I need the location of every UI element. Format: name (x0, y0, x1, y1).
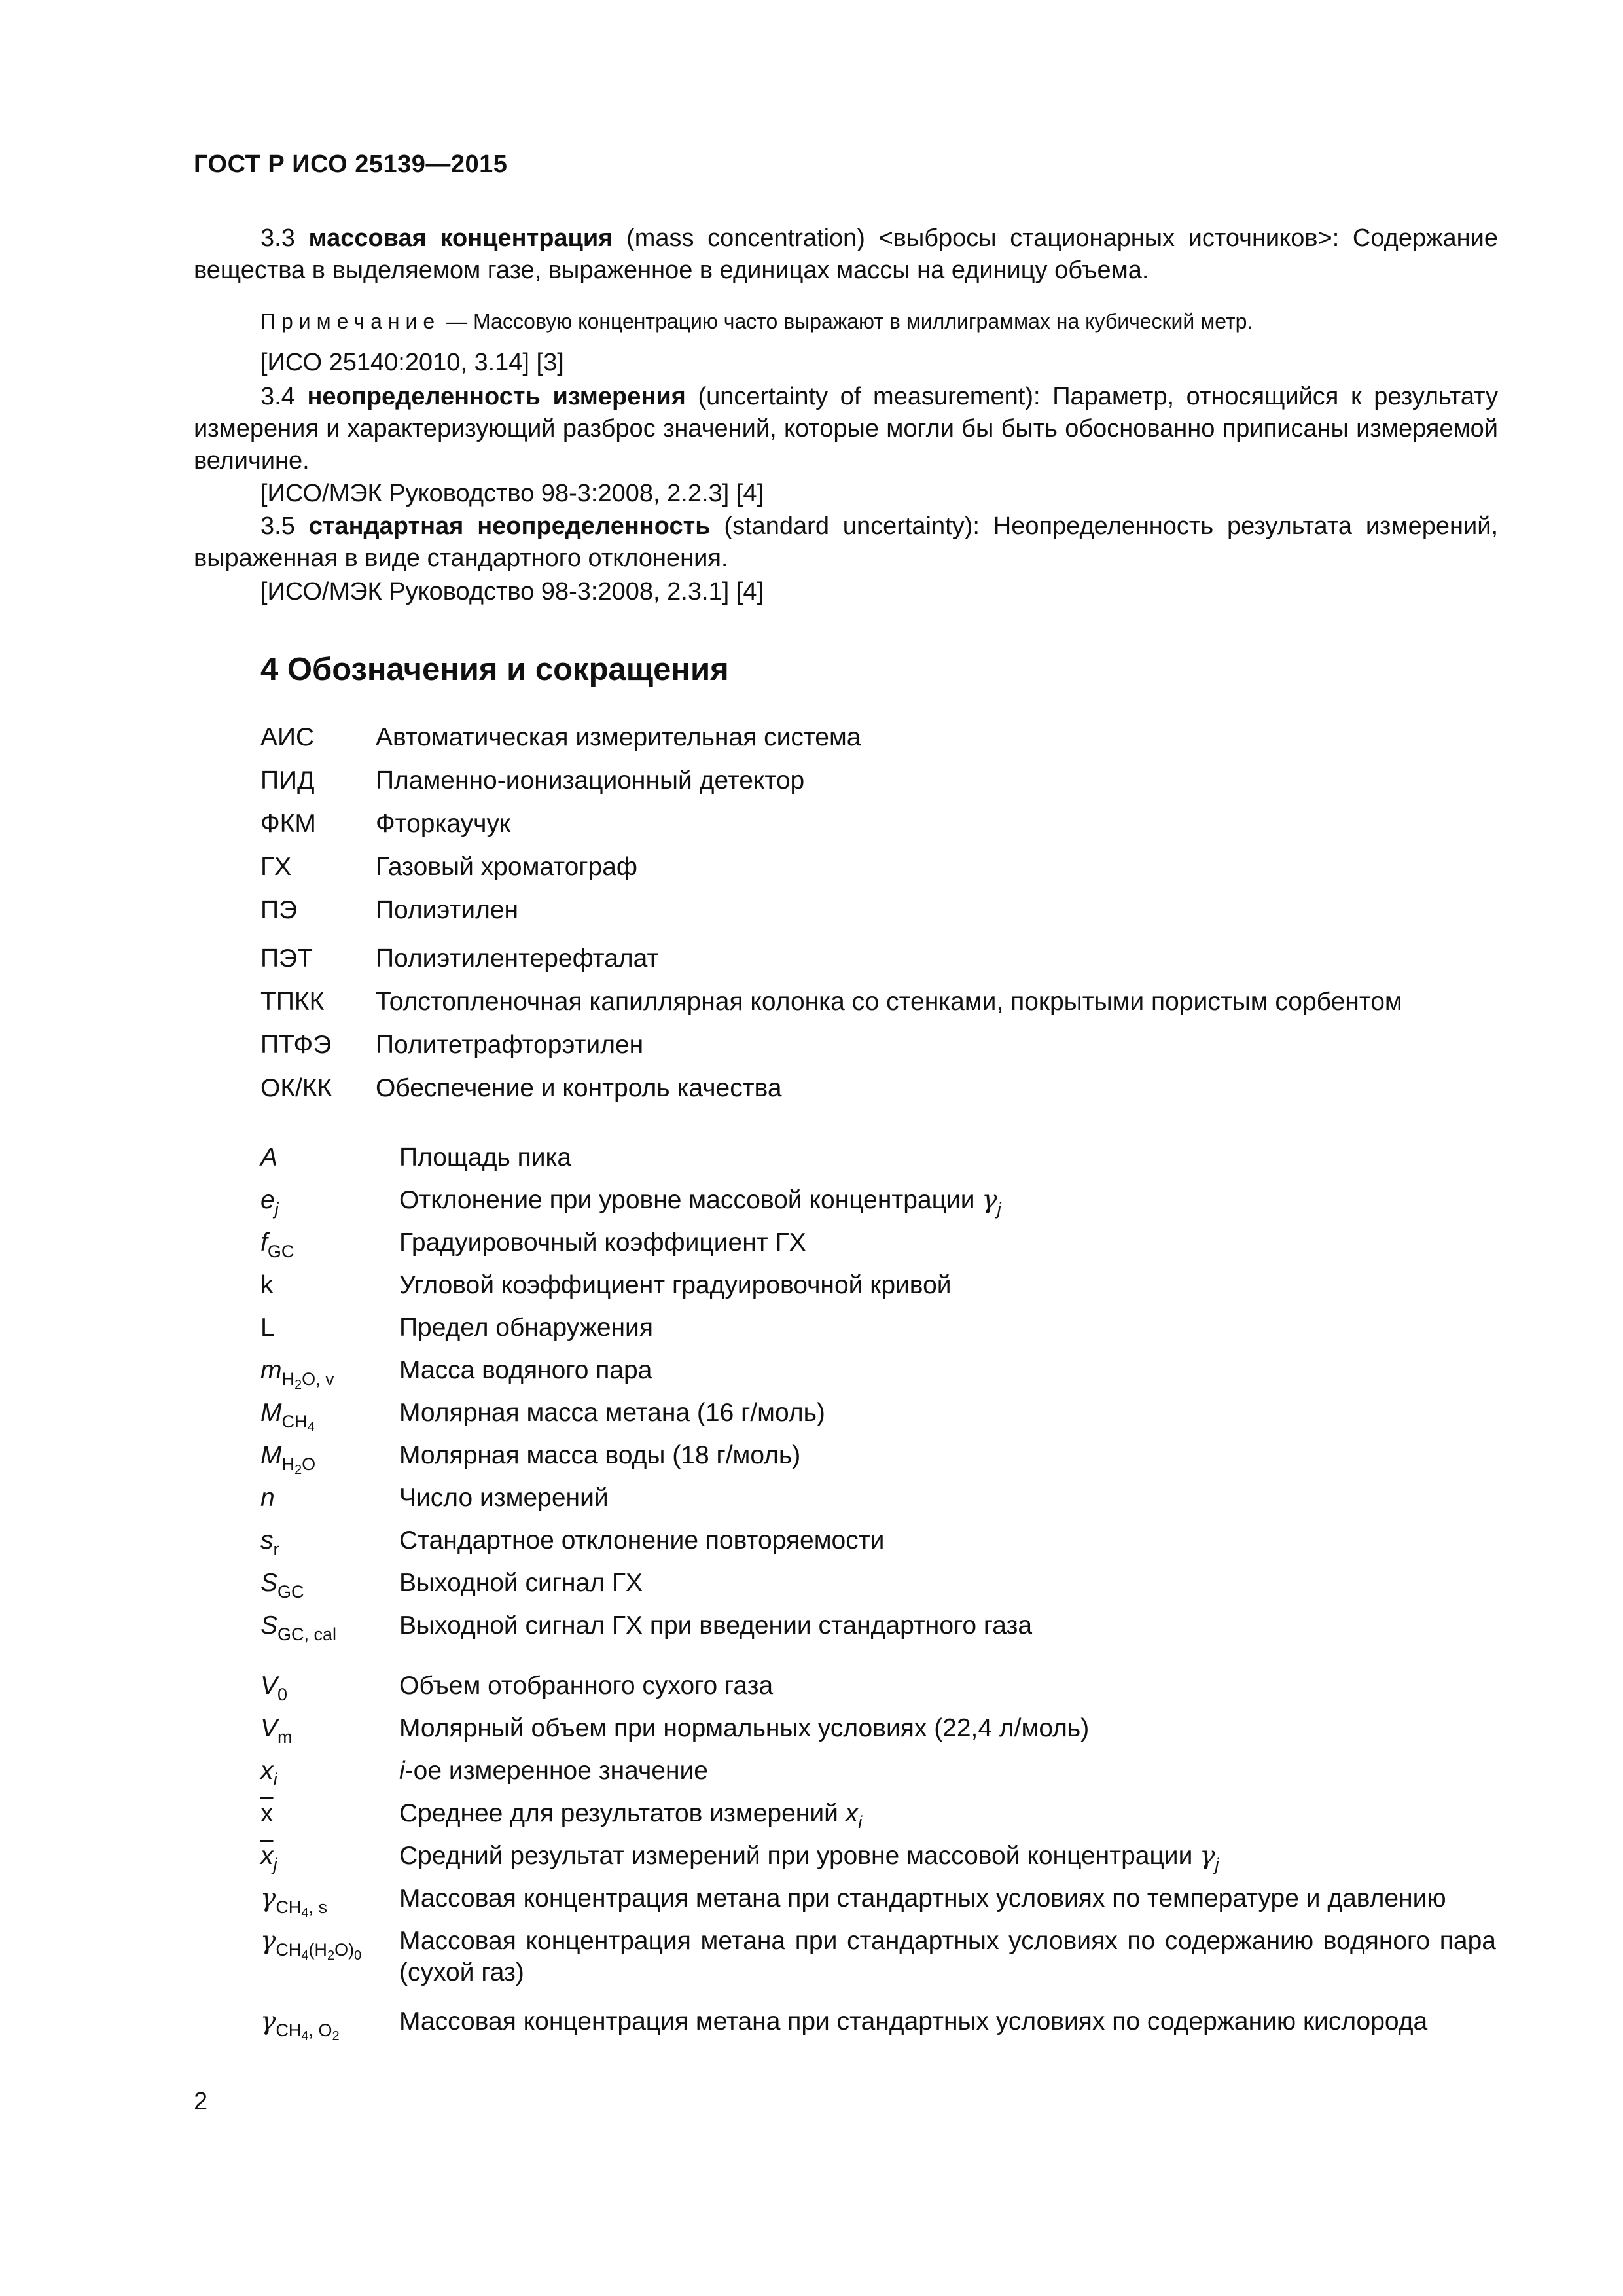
note-text: — Массовую концентрацию часто выражают в миллиграммах на кубический метр. (440, 310, 1253, 333)
inline-symbol-subscript: j (997, 1199, 1001, 1219)
symbol-desc (399, 1840, 1219, 1872)
symbol-desc: Стандартное отклонение повторяемости (399, 1526, 885, 1554)
symbol (260, 1926, 399, 1963)
symbol (260, 1525, 399, 1559)
symbol-main: V (260, 1672, 278, 1700)
symbol-desc (399, 1798, 863, 1832)
symbol-row (260, 1185, 1001, 1219)
symbol-row (260, 1798, 863, 1832)
symbol-subscript: GC (277, 1582, 304, 1602)
symbol-desc: Массовая концентрация метана при стандартных условиях по содержанию кислорода (399, 2007, 1428, 2036)
abbreviation-desc: Полиэтилен (376, 896, 519, 924)
symbol (260, 2006, 399, 2043)
definition-number: 3.3 (260, 224, 295, 252)
symbol (260, 1798, 399, 1829)
subscript-part: 2 (294, 1378, 302, 1392)
abbreviation-term: ФКМ (260, 810, 316, 838)
subscript-part: , O (308, 2020, 332, 2040)
symbol (260, 1142, 399, 1174)
symbol-main: f (260, 1229, 268, 1257)
reference-3-3: [ИСО 25140:2010, 3.14] [3] (260, 349, 564, 376)
definition-3-5 (194, 511, 1498, 575)
symbol-row (260, 1482, 609, 1514)
symbol (260, 1840, 399, 1872)
definition-text: (mass concentration) <выбросы стационарных источников>: Содержание вещества в выделяемом газе, выраженное в единицах массы на единицу объема. (194, 224, 1498, 284)
subscript-part: 4 (301, 1948, 309, 1963)
symbol-subscript: r (273, 1539, 279, 1559)
symbol-main: γ (260, 2007, 276, 2036)
note (260, 308, 1253, 335)
symbol (260, 1482, 399, 1514)
abbreviation-row (260, 852, 637, 883)
subscript-part: CH (276, 1940, 302, 1960)
symbol-main: m (260, 1356, 282, 1384)
definition-term: неопределенность измерения (307, 383, 686, 410)
symbol-main: x (260, 1757, 274, 1785)
standard-code-header: ГОСТ Р ИСО 25139—2015 (194, 151, 508, 178)
definition-text: (standard uncertainty): Неопределенность результата измерений, выраженная в виде стандартного отклонения. (194, 512, 1498, 572)
abbreviation-term: ПЭ (260, 896, 298, 924)
definition-3-3 (194, 223, 1498, 287)
symbol-main: M (260, 1441, 282, 1469)
symbol-desc (399, 1185, 1001, 1219)
symbol-desc (399, 1755, 708, 1787)
symbol-subscript (281, 1412, 315, 1435)
definition-text: (uncertainty of measurement): Параметр, относящийся к результату измерения и характеризующий разброс значений, которые могли бы быть обоснованно приписаны измеряемой величине. (194, 383, 1498, 475)
symbol-desc-text: -ое измеренное значение (404, 1757, 708, 1785)
symbol-row (260, 1355, 652, 1392)
symbol-subscript: i (273, 1770, 277, 1789)
subscript-part: CH (276, 2020, 302, 2040)
subscript-part: 4 (301, 1906, 309, 1920)
abbreviation-term: АИС (260, 723, 315, 751)
symbol (260, 1355, 399, 1392)
symbol-desc-text: Среднее для результатов измерений (399, 1799, 846, 1827)
inline-symbol-subscript: j (1215, 1855, 1219, 1874)
symbol-row (260, 1312, 653, 1344)
symbol (260, 1440, 399, 1477)
symbol-row (260, 1755, 708, 1787)
definition-term: стандартная неопределенность (308, 512, 711, 540)
symbol-subscript: j (274, 1199, 279, 1219)
abbreviation-desc: Газовый хроматограф (376, 853, 638, 881)
symbol-desc: Масса водяного пара (399, 1356, 652, 1384)
symbol-main: $\overline{x}$ (260, 1842, 274, 1870)
symbol-desc: Объем отобранного сухого газа (399, 1672, 774, 1700)
subscript-part: 4 (301, 2029, 309, 2043)
symbol (260, 1227, 399, 1259)
subscript-part: O) (334, 1940, 355, 1960)
symbol-row (260, 1397, 825, 1435)
abbreviation-term: ТПКК (260, 988, 325, 1016)
abbreviation-term: ПТФЭ (260, 1031, 332, 1059)
symbol-subscript: 0 (277, 1685, 288, 1704)
symbol-row (260, 1227, 806, 1259)
definition-3-4 (194, 381, 1498, 477)
symbol (260, 1610, 399, 1644)
symbol-main: e (260, 1186, 275, 1214)
symbol-desc: Массовая концентрация метана при стандартных условиях по температуре и давлению (399, 1884, 1446, 1912)
symbol-desc: Число измерений (399, 1484, 609, 1512)
subscript-part: 2 (327, 1948, 335, 1963)
symbol-subscript: m (277, 1727, 293, 1747)
symbol-row (260, 1440, 801, 1477)
symbol-row (260, 1840, 1219, 1872)
inline-symbol: γ (982, 1185, 997, 1215)
symbol-row (260, 1670, 773, 1702)
abbreviation-desc: Политетрафторэтилен (376, 1031, 644, 1059)
symbol (260, 1670, 399, 1702)
symbol-main: M (260, 1399, 282, 1427)
reference-3-4: [ИСО/МЭК Руководство 98-3:2008, 2.2.3] [4] (260, 480, 764, 507)
symbol-desc: Угловой коэффициент градуировочной кривой (399, 1271, 952, 1299)
symbol-desc: Площадь пика (399, 1143, 572, 1172)
subscript-part: H (281, 1369, 294, 1389)
symbol (260, 1312, 399, 1344)
subscript-part: 0 (354, 1948, 362, 1963)
abbreviation-row (260, 808, 510, 840)
symbol-row (260, 1610, 1033, 1644)
symbol-desc-text: Отклонение при уровне массовой концентрации (399, 1186, 982, 1214)
symbol-row (260, 1926, 1496, 1988)
abbreviation-row (260, 1030, 643, 1061)
symbol-main: S (260, 1569, 278, 1597)
symbol-main: k (260, 1271, 274, 1299)
abbreviation-row (260, 765, 804, 797)
inline-symbol: γ (1200, 1841, 1215, 1871)
subscript-part: CH (281, 1412, 308, 1431)
symbol-desc: Градуировочный коэффициент ГХ (399, 1229, 806, 1257)
abbreviation-term: ОК/КК (260, 1074, 332, 1102)
symbol-desc: Предел обнаружения (399, 1314, 653, 1342)
symbol-desc: Молярный объем при нормальных условиях (22,4 л/моль) (399, 1714, 1090, 1742)
abbreviation-term: ПИД (260, 766, 315, 795)
abbreviation-desc: Пламенно-ионизационный детектор (376, 766, 805, 795)
symbol-desc-italic: i (399, 1757, 405, 1785)
symbol-main: $\overline{x}$ (260, 1799, 274, 1827)
symbol-row (260, 1270, 952, 1301)
reference-3-5: [ИСО/МЭК Руководство 98-3:2008, 2.3.1] [4] (260, 578, 764, 605)
page-number: 2 (194, 2088, 208, 2115)
symbol-main: n (260, 1484, 275, 1512)
definition-term: массовая концентрация (308, 224, 613, 252)
section-title: 4 Обозначения и сокращения (260, 652, 729, 687)
symbol-desc: Молярная масса воды (18 г/моль) (399, 1441, 801, 1469)
abbreviation-desc: Фторкаучук (376, 810, 511, 838)
symbol-subscript: GC (267, 1242, 294, 1261)
symbol (260, 1883, 399, 1920)
abbreviation-desc: Обеспечение и контроль качества (376, 1074, 782, 1102)
abbreviation-row (260, 895, 518, 926)
symbol-row (260, 1525, 885, 1559)
symbol (260, 1713, 399, 1747)
inline-symbol: x (845, 1799, 859, 1827)
inline-symbol-subscript: i (858, 1812, 863, 1832)
symbol-main: γ (260, 1926, 276, 1956)
abbreviation-row (260, 1073, 782, 1104)
subscript-part: (H (308, 1940, 327, 1960)
abbreviation-desc: Толстопленочная капиллярная колонка со стенками, покрытыми пористым сорбентом (376, 988, 1402, 1016)
symbol (260, 1397, 399, 1435)
symbol-subscript (281, 1369, 334, 1392)
symbol-row (260, 1713, 1090, 1747)
subscript-part: O, v (302, 1369, 334, 1389)
symbol-subscript: j (273, 1855, 277, 1874)
symbol-desc-text: Средний результат измерений при уровне массовой концентрации (399, 1842, 1200, 1870)
symbol-subscript (276, 1940, 362, 1963)
subscript-part: 4 (307, 1420, 315, 1435)
abbreviation-desc: Автоматическая измерительная система (376, 723, 861, 751)
symbol-desc: Выходной сигнал ГХ (399, 1569, 643, 1597)
symbol-row (260, 1883, 1446, 1920)
symbol-main: V (260, 1714, 278, 1742)
subscript-part: H (281, 1454, 294, 1474)
abbreviation-term: ПЭТ (260, 944, 313, 973)
symbol (260, 1270, 399, 1301)
symbol-main: S (260, 1611, 278, 1640)
symbol-main: L (260, 1314, 275, 1342)
note-label: Примечание (260, 310, 441, 333)
symbol-subscript (276, 1897, 327, 1920)
symbol-row (260, 1142, 571, 1174)
subscript-part: 2 (332, 2029, 340, 2043)
abbreviation-row (260, 986, 1402, 1018)
symbol-row (260, 2006, 1428, 2043)
subscript-part: CH (276, 1897, 302, 1917)
symbol-row (260, 1568, 643, 1602)
symbol-desc: Молярная масса метана (16 г/моль) (399, 1399, 825, 1427)
symbol-main: s (260, 1526, 274, 1554)
abbreviation-row (260, 943, 658, 975)
symbol-desc: Выходной сигнал ГХ при введении стандартного газа (399, 1611, 1033, 1640)
definition-number: 3.4 (260, 383, 295, 410)
symbol-main: A (260, 1143, 278, 1172)
abbreviation-desc: Полиэтилентерефталат (376, 944, 659, 973)
symbol-subscript: GC, cal (277, 1624, 337, 1644)
symbol-main: γ (260, 1884, 276, 1913)
abbreviation-row (260, 722, 861, 753)
subscript-part: , s (308, 1897, 327, 1917)
symbol-subscript (281, 1454, 316, 1477)
symbol (260, 1568, 399, 1602)
symbol-desc: Массовая концентрация метана при стандартных условиях по содержанию водяного пара (сухой газ) (399, 1927, 1496, 1986)
symbol (260, 1185, 399, 1219)
abbreviation-term: ГХ (260, 853, 292, 881)
symbol-subscript (276, 2020, 340, 2043)
subscript-part: 2 (294, 1463, 302, 1477)
subscript-part: O (302, 1454, 316, 1474)
symbol (260, 1755, 399, 1787)
definition-number: 3.5 (260, 512, 295, 540)
